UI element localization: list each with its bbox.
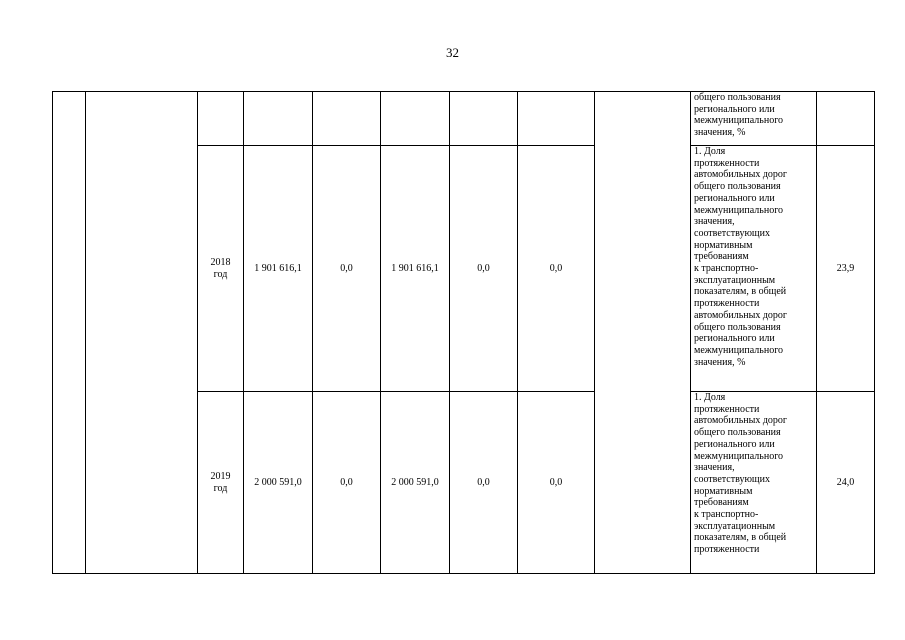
- indicator-cell: [691, 146, 817, 392]
- other-cell: 0,0: [518, 146, 595, 392]
- indicator-line: значения,: [694, 216, 735, 228]
- regional-cell: 2 000 591,0: [381, 392, 450, 574]
- indicator-line: регионального или: [694, 103, 775, 115]
- indicator-line: эксплуатационным: [694, 520, 776, 532]
- indicator-line: требованиям: [694, 251, 749, 263]
- year-number: 2019: [210, 470, 231, 482]
- indicator-line: соответствующих: [694, 473, 770, 485]
- indicator-line: межмуниципального: [694, 115, 784, 127]
- indicator-line: межмуниципального: [694, 344, 784, 356]
- year-number: 2018: [210, 256, 231, 268]
- indicator-line: эксплуатационным: [694, 274, 776, 286]
- year-cell: [198, 92, 244, 146]
- indicator-line: общего пользования: [694, 181, 781, 193]
- indicator-line: регионального или: [694, 333, 775, 345]
- indicator-line: автомобильных дорог: [694, 309, 788, 321]
- indicator-line: соответствующих: [694, 227, 770, 239]
- local-cell: [450, 92, 518, 146]
- year-cell: [198, 392, 244, 574]
- federal-cell: 0,0: [313, 146, 381, 392]
- indicator-line: значения, %: [694, 127, 746, 139]
- federal-cell: 0,0: [313, 392, 381, 574]
- regional-cell: [381, 92, 450, 146]
- indicator-line: 1. Доля: [694, 392, 726, 403]
- year-cell: [198, 146, 244, 392]
- indicator-line: межмуниципального: [694, 450, 784, 462]
- budget-table: [52, 91, 875, 574]
- indicator-line: значения, %: [694, 356, 746, 368]
- indicator-line: значения,: [694, 462, 735, 474]
- indicator-value-cell: [817, 92, 875, 146]
- page-number: 32: [446, 45, 459, 60]
- indicator-line: протяженности: [694, 298, 760, 310]
- other-cell: [518, 92, 595, 146]
- number-cell: [53, 92, 86, 574]
- indicator-line: нормативным: [694, 485, 753, 497]
- indicator-line: межмуниципального: [694, 204, 784, 216]
- indicator-line: автомобильных дорог: [694, 169, 788, 181]
- indicator-value-cell: 23,9: [817, 146, 875, 392]
- total-cell: 1 901 616,1: [244, 146, 313, 392]
- indicator-line: показателям, в общей: [694, 532, 787, 544]
- local-cell: 0,0: [450, 146, 518, 392]
- indicator-line: регионального или: [694, 192, 775, 204]
- regional-cell: 1 901 616,1: [381, 146, 450, 392]
- indicator-line: протяженности: [694, 157, 760, 169]
- indicator-line: протяженности: [694, 544, 760, 556]
- indicator-line: показателям, в общей: [694, 286, 787, 298]
- year-word: год: [213, 268, 228, 280]
- responsible-cell: [595, 92, 691, 574]
- indicator-line: к транспортно-: [694, 509, 759, 521]
- federal-cell: [313, 92, 381, 146]
- indicator-line: 1. Доля: [694, 146, 726, 157]
- indicator-line: нормативным: [694, 239, 753, 251]
- indicator-line: общего пользования: [694, 321, 781, 333]
- indicator-line: требованиям: [694, 497, 749, 509]
- year-word: год: [213, 482, 228, 494]
- indicator-cell: [691, 392, 817, 574]
- indicator-line: регионального или: [694, 438, 775, 450]
- total-cell: 2 000 591,0: [244, 392, 313, 574]
- local-cell: 0,0: [450, 392, 518, 574]
- other-cell: 0,0: [518, 392, 595, 574]
- total-cell: [244, 92, 313, 146]
- indicator-line: общего пользования: [694, 92, 781, 103]
- table-row-continuation: [53, 92, 875, 146]
- indicator-value-cell: 24,0: [817, 392, 875, 574]
- indicator-line: общего пользования: [694, 427, 781, 439]
- indicator-line: протяженности: [694, 403, 760, 415]
- indicator-line: автомобильных дорог: [694, 415, 788, 427]
- indicator-cell: [691, 92, 817, 146]
- indicator-line: к транспортно-: [694, 263, 759, 275]
- program-name-cell: [86, 92, 198, 574]
